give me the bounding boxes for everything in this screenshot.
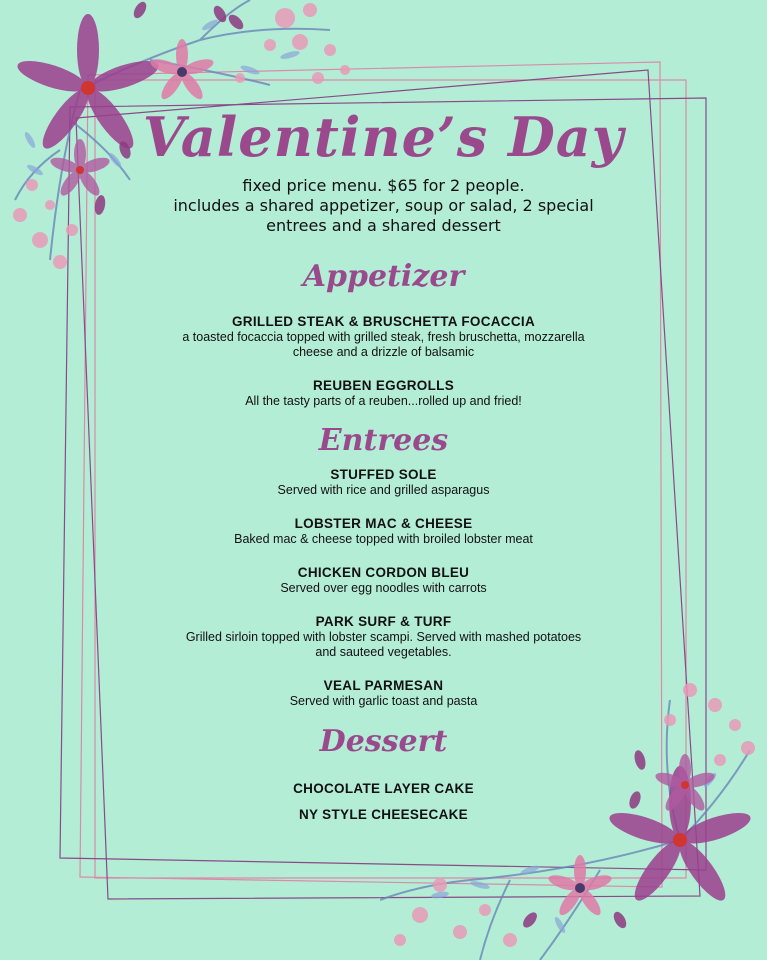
menu-item: [150, 565, 617, 596]
section-heading-dessert: Dessert: [319, 724, 448, 759]
menu-item: [150, 467, 617, 498]
intro-line: entrees and a shared dessert: [266, 216, 501, 235]
menu-item: [150, 516, 617, 547]
menu-item: [150, 314, 617, 360]
intro-line: fixed price menu. $65 for 2 people.: [242, 176, 525, 195]
item-name: GRILLED STEAK & BRUSCHETTA FOCACCIA: [232, 314, 535, 329]
menu-intro: [0, 176, 767, 236]
section-heading-entrees: Entrees: [318, 423, 449, 458]
item-name: REUBEN EGGROLLS: [312, 378, 454, 393]
item-description: Served with garlic toast and pasta: [289, 694, 478, 708]
item-description: and sauteed vegetables.: [315, 645, 452, 659]
item-name: CHOCOLATE LAYER CAKE: [293, 781, 474, 796]
menu-item: [150, 781, 617, 797]
intro-line: includes a shared appetizer, soup or salad, 2 special: [173, 196, 594, 215]
item-description: Served over egg noodles with carrots: [280, 581, 487, 595]
menu-item: [150, 807, 617, 823]
item-description: a toasted focaccia topped with grilled steak, fresh bruschetta, mozzarella: [182, 330, 585, 344]
menu-item: [150, 378, 617, 409]
item-description: Baked mac & cheese topped with broiled lobster meat: [234, 532, 533, 546]
menu-item: [150, 678, 617, 709]
item-description: All the tasty parts of a reuben...rolled up and fried!: [245, 394, 522, 408]
item-name: NY STYLE CHEESECAKE: [299, 807, 468, 822]
item-name: CHICKEN CORDON BLEU: [297, 565, 470, 580]
item-name: VEAL PARMESAN: [323, 678, 444, 693]
item-name: LOBSTER MAC & CHEESE: [294, 516, 473, 531]
item-description: Grilled sirloin topped with lobster scampi. Served with mashed potatoes: [185, 630, 582, 644]
menu-item: [150, 614, 617, 660]
item-description: cheese and a drizzle of balsamic: [292, 345, 475, 359]
item-name: PARK SURF & TURF: [315, 614, 452, 629]
page-title: Valentine’s Day: [142, 105, 625, 169]
section-heading-appetizer: Appetizer: [302, 259, 465, 294]
item-description: Served with rice and grilled asparagus: [277, 483, 490, 497]
item-name: STUFFED SOLE: [330, 467, 437, 482]
